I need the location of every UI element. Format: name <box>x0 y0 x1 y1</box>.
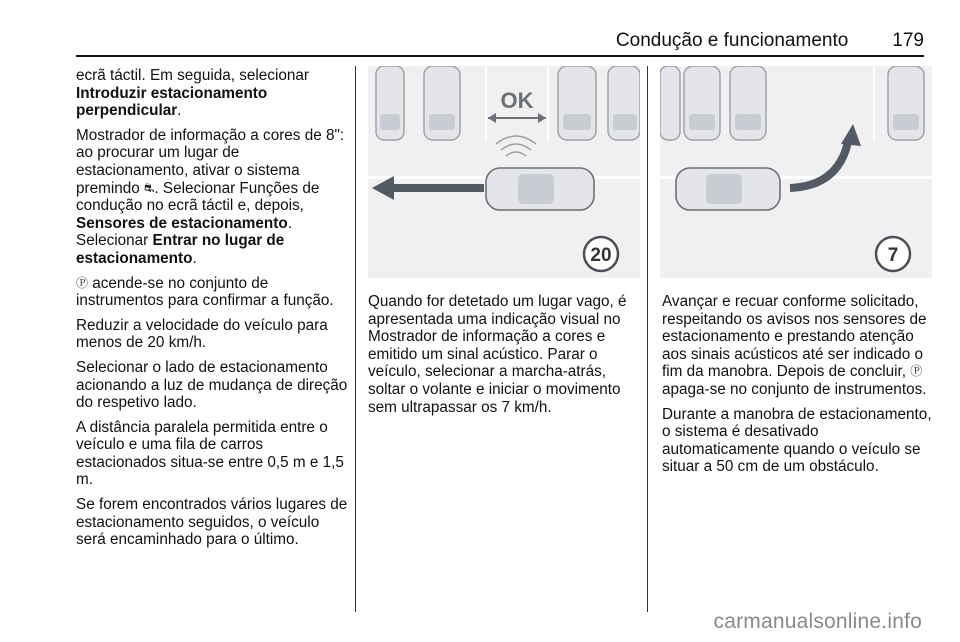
column-3 <box>662 293 934 483</box>
text: apaga-se no conjunto de instrumentos. <box>662 380 927 398</box>
column-divider-2 <box>647 66 648 612</box>
ok-label: OK <box>500 88 534 113</box>
page-number: 179 <box>892 30 924 51</box>
text: Mostrador de informação a cores de 8": ao procurar um lugar de estacionamento, ativar o sistema premindo <box>76 126 345 197</box>
menu-option-label: Introduzir estacionamento perpendicular <box>76 84 268 120</box>
text: . <box>192 249 197 267</box>
paragraph <box>76 127 348 268</box>
illustration-badge: 7 <box>887 245 899 266</box>
text: . <box>177 102 182 120</box>
parking-manoeuvre-drawing <box>660 66 932 278</box>
text: Avançar e recuar conforme solicitado, respeitando os avisos nos sensores de estacionamento e prestando atenção aos sinais acústicos até ser indicado o fim da manobra. Depois de concluir, <box>662 293 927 381</box>
column-divider-1 <box>355 66 356 612</box>
paragraph: Selecionar o lado de estacionamento acionando a luz de mudança de direção do respetivo lado. <box>76 358 348 412</box>
text: acende-se no conjunto de instrumentos para confirmar a função. <box>76 274 334 310</box>
watermark: carmanualsonline.info <box>713 610 922 633</box>
section-title: Condução e funcionamento <box>615 30 849 51</box>
illustration-badge: 20 <box>590 245 612 266</box>
paragraph: Reduzir a velocidade do veículo para menos de 20 km/h. <box>76 316 328 352</box>
parking-indicator-icon: Ⓟ <box>76 275 89 290</box>
paragraph <box>76 275 348 310</box>
paragraph: A distância paralela permitida entre o veículo e uma fila de carros estacionados situa-se entre 0,5 m e 1,5 m. <box>76 418 344 489</box>
menu-option-label: Entrar no lugar de estacionamento <box>76 232 285 267</box>
parking-scan-drawing <box>368 66 640 278</box>
paragraph <box>76 67 348 120</box>
paragraph: Durante a manobra de estacionamento, o sistema é desativado automaticamente quando o veículo se situar a 50 cm de um obstáculo. <box>662 405 932 476</box>
header-rule <box>76 55 924 57</box>
text: . Selecionar <box>76 214 292 250</box>
paragraph: Quando for detetado um lugar vago, é apresentada uma indicação visual no Mostrador de informação a cores e emitido um sinal acústico. Parar o veículo, selecionar a marcha-atrás, soltar o volante e iniciar o movimento sem ultrapassar os 7 km/h. <box>368 293 627 416</box>
parking-indicator-icon: Ⓟ <box>910 364 923 379</box>
parking-assist-button-icon: ⛐ <box>144 180 155 195</box>
column-2 <box>368 293 638 423</box>
text: ecrã táctil. Em seguida, selecionar <box>76 67 309 84</box>
paragraph: Se forem encontrados vários lugares de estacionamento seguidos, o veículo será encaminhado para o último. <box>76 496 348 549</box>
column-1 <box>76 67 348 556</box>
paragraph <box>662 293 934 399</box>
page-header <box>76 28 924 54</box>
text: . Selecionar Funções de condução no ecrã táctil e, depois, <box>76 179 320 215</box>
parking-scan-illustration <box>368 66 640 278</box>
parking-manoeuvre-illustration <box>660 66 932 278</box>
menu-option-label: Sensores de estacionamento <box>76 214 288 232</box>
